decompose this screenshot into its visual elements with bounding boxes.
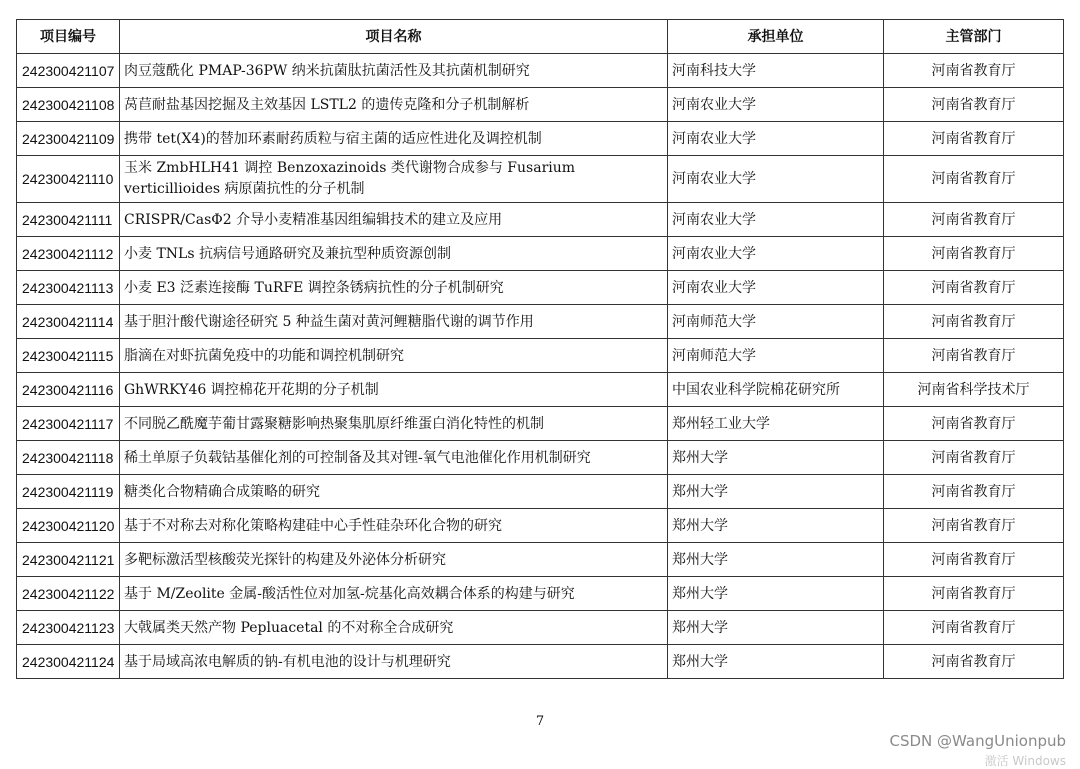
cell-project-name: 多靶标激活型核酸荧光探针的构建及外泌体分析研究 — [120, 543, 668, 577]
page-number: 7 — [535, 714, 545, 729]
cell-project-name: 基于局域高浓电解质的钠-有机电池的设计与机理研究 — [120, 645, 668, 679]
cell-undertaking-unit: 河南农业大学 — [668, 122, 884, 156]
cell-undertaking-unit: 河南科技大学 — [668, 54, 884, 88]
cell-project-code: 242300421119 — [17, 475, 120, 509]
table-row — [17, 339, 1064, 373]
cell-supervising-department: 河南省教育厅 — [884, 54, 1064, 88]
table-row — [17, 237, 1064, 271]
cell-project-code: 242300421115 — [17, 339, 120, 373]
cell-undertaking-unit: 郑州大学 — [668, 509, 884, 543]
table-row — [17, 305, 1064, 339]
table-header-row — [17, 20, 1064, 54]
cell-supervising-department: 河南省教育厅 — [884, 475, 1064, 509]
cell-project-code: 242300421111 — [17, 203, 120, 237]
header-project-code: 项目编号 — [17, 20, 120, 54]
cell-supervising-department: 河南省教育厅 — [884, 237, 1064, 271]
table-row — [17, 611, 1064, 645]
cell-supervising-department: 河南省科学技术厅 — [884, 373, 1064, 407]
cell-project-name: 小麦 E3 泛素连接酶 TuRFE 调控条锈病抗性的分子机制研究 — [120, 271, 668, 305]
cell-project-name: 肉豆蔻酰化 PMAP-36PW 纳米抗菌肽抗菌活性及其抗菌机制研究 — [120, 54, 668, 88]
cell-undertaking-unit: 郑州大学 — [668, 645, 884, 679]
cell-undertaking-unit: 郑州大学 — [668, 475, 884, 509]
cell-undertaking-unit: 河南农业大学 — [668, 271, 884, 305]
cell-project-code: 242300421108 — [17, 88, 120, 122]
cell-project-name: 基于不对称去对称化策略构建硅中心手性硅杂环化合物的研究 — [120, 509, 668, 543]
header-project-name: 项目名称 — [120, 20, 668, 54]
cell-undertaking-unit: 河南农业大学 — [668, 156, 884, 203]
table-row — [17, 475, 1064, 509]
cell-undertaking-unit: 郑州大学 — [668, 441, 884, 475]
cell-undertaking-unit: 郑州轻工业大学 — [668, 407, 884, 441]
cell-project-code: 242300421112 — [17, 237, 120, 271]
cell-project-name: 不同脱乙酰魔芋葡甘露聚糖影响热聚集肌原纤维蛋白消化特性的机制 — [120, 407, 668, 441]
project-table-container — [16, 19, 1063, 679]
cell-project-name: 大戟属类天然产物 Pepluacetal 的不对称全合成研究 — [120, 611, 668, 645]
table-row — [17, 577, 1064, 611]
cell-supervising-department: 河南省教育厅 — [884, 305, 1064, 339]
cell-project-code: 242300421120 — [17, 509, 120, 543]
table-row — [17, 203, 1064, 237]
cell-supervising-department: 河南省教育厅 — [884, 156, 1064, 203]
cell-project-code: 242300421114 — [17, 305, 120, 339]
cell-supervising-department: 河南省教育厅 — [884, 611, 1064, 645]
cell-project-name: 莴苣耐盐基因挖掘及主效基因 LSTL2 的遗传克隆和分子机制解析 — [120, 88, 668, 122]
cell-supervising-department: 河南省教育厅 — [884, 88, 1064, 122]
cell-project-name: 玉米 ZmbHLH41 调控 Benzoxazinoids 类代谢物合成参与 Fusarium verticillioides 病原菌抗性的分子机制 — [120, 156, 668, 203]
header-undertaking-unit: 承担单位 — [668, 20, 884, 54]
table-row — [17, 543, 1064, 577]
header-supervising-department: 主管部门 — [884, 20, 1064, 54]
table-row — [17, 373, 1064, 407]
cell-undertaking-unit: 河南农业大学 — [668, 203, 884, 237]
cell-project-name: 携带 tet(X4)的替加环素耐药质粒与宿主菌的适应性进化及调控机制 — [120, 122, 668, 156]
cell-supervising-department: 河南省教育厅 — [884, 543, 1064, 577]
table-row — [17, 54, 1064, 88]
table-row — [17, 88, 1064, 122]
cell-project-code: 242300421124 — [17, 645, 120, 679]
cell-supervising-department: 河南省教育厅 — [884, 577, 1064, 611]
cell-project-name: 糖类化合物精确合成策略的研究 — [120, 475, 668, 509]
cell-supervising-department: 河南省教育厅 — [884, 271, 1064, 305]
cell-undertaking-unit: 郑州大学 — [668, 611, 884, 645]
windows-activation-watermark: 激活 Windows — [984, 754, 1066, 768]
table-row — [17, 122, 1064, 156]
cell-project-name: 基于 M/Zeolite 金属-酸活性位对加氢-烷基化高效耦合体系的构建与研究 — [120, 577, 668, 611]
cell-project-name: GhWRKY46 调控棉花开花期的分子机制 — [120, 373, 668, 407]
cell-project-name: 基于胆汁酸代谢途径研究 5 种益生菌对黄河鲤糖脂代谢的调节作用 — [120, 305, 668, 339]
cell-project-name: 脂滴在对虾抗菌免疫中的功能和调控机制研究 — [120, 339, 668, 373]
cell-supervising-department: 河南省教育厅 — [884, 339, 1064, 373]
cell-project-code: 242300421117 — [17, 407, 120, 441]
cell-undertaking-unit: 河南师范大学 — [668, 305, 884, 339]
table-row — [17, 441, 1064, 475]
cell-project-code: 242300421107 — [17, 54, 120, 88]
cell-supervising-department: 河南省教育厅 — [884, 441, 1064, 475]
table-row — [17, 509, 1064, 543]
cell-supervising-department: 河南省教育厅 — [884, 122, 1064, 156]
cell-undertaking-unit: 中国农业科学院棉花研究所 — [668, 373, 884, 407]
cell-supervising-department: 河南省教育厅 — [884, 645, 1064, 679]
cell-project-code: 242300421110 — [17, 156, 120, 203]
project-table — [16, 19, 1064, 679]
cell-project-code: 242300421121 — [17, 543, 120, 577]
cell-project-code: 242300421109 — [17, 122, 120, 156]
cell-supervising-department: 河南省教育厅 — [884, 203, 1064, 237]
cell-project-name: CRISPR/CasΦ2 介导小麦精准基因组编辑技术的建立及应用 — [120, 203, 668, 237]
cell-project-code: 242300421116 — [17, 373, 120, 407]
cell-project-name: 稀土单原子负载钴基催化剂的可控制备及其对锂-氧气电池催化作用机制研究 — [120, 441, 668, 475]
cell-undertaking-unit: 河南师范大学 — [668, 339, 884, 373]
cell-project-code: 242300421113 — [17, 271, 120, 305]
cell-project-code: 242300421122 — [17, 577, 120, 611]
cell-supervising-department: 河南省教育厅 — [884, 509, 1064, 543]
table-body — [17, 54, 1064, 679]
table-row — [17, 645, 1064, 679]
cell-project-code: 242300421123 — [17, 611, 120, 645]
table-row — [17, 156, 1064, 203]
cell-project-code: 242300421118 — [17, 441, 120, 475]
cell-undertaking-unit: 郑州大学 — [668, 577, 884, 611]
table-row — [17, 407, 1064, 441]
table-row — [17, 271, 1064, 305]
cell-undertaking-unit: 郑州大学 — [668, 543, 884, 577]
cell-supervising-department: 河南省教育厅 — [884, 407, 1064, 441]
cell-undertaking-unit: 河南农业大学 — [668, 237, 884, 271]
csdn-watermark: CSDN @WangUnionpub — [889, 732, 1066, 750]
cell-undertaking-unit: 河南农业大学 — [668, 88, 884, 122]
cell-project-name: 小麦 TNLs 抗病信号通路研究及兼抗型种质资源创制 — [120, 237, 668, 271]
